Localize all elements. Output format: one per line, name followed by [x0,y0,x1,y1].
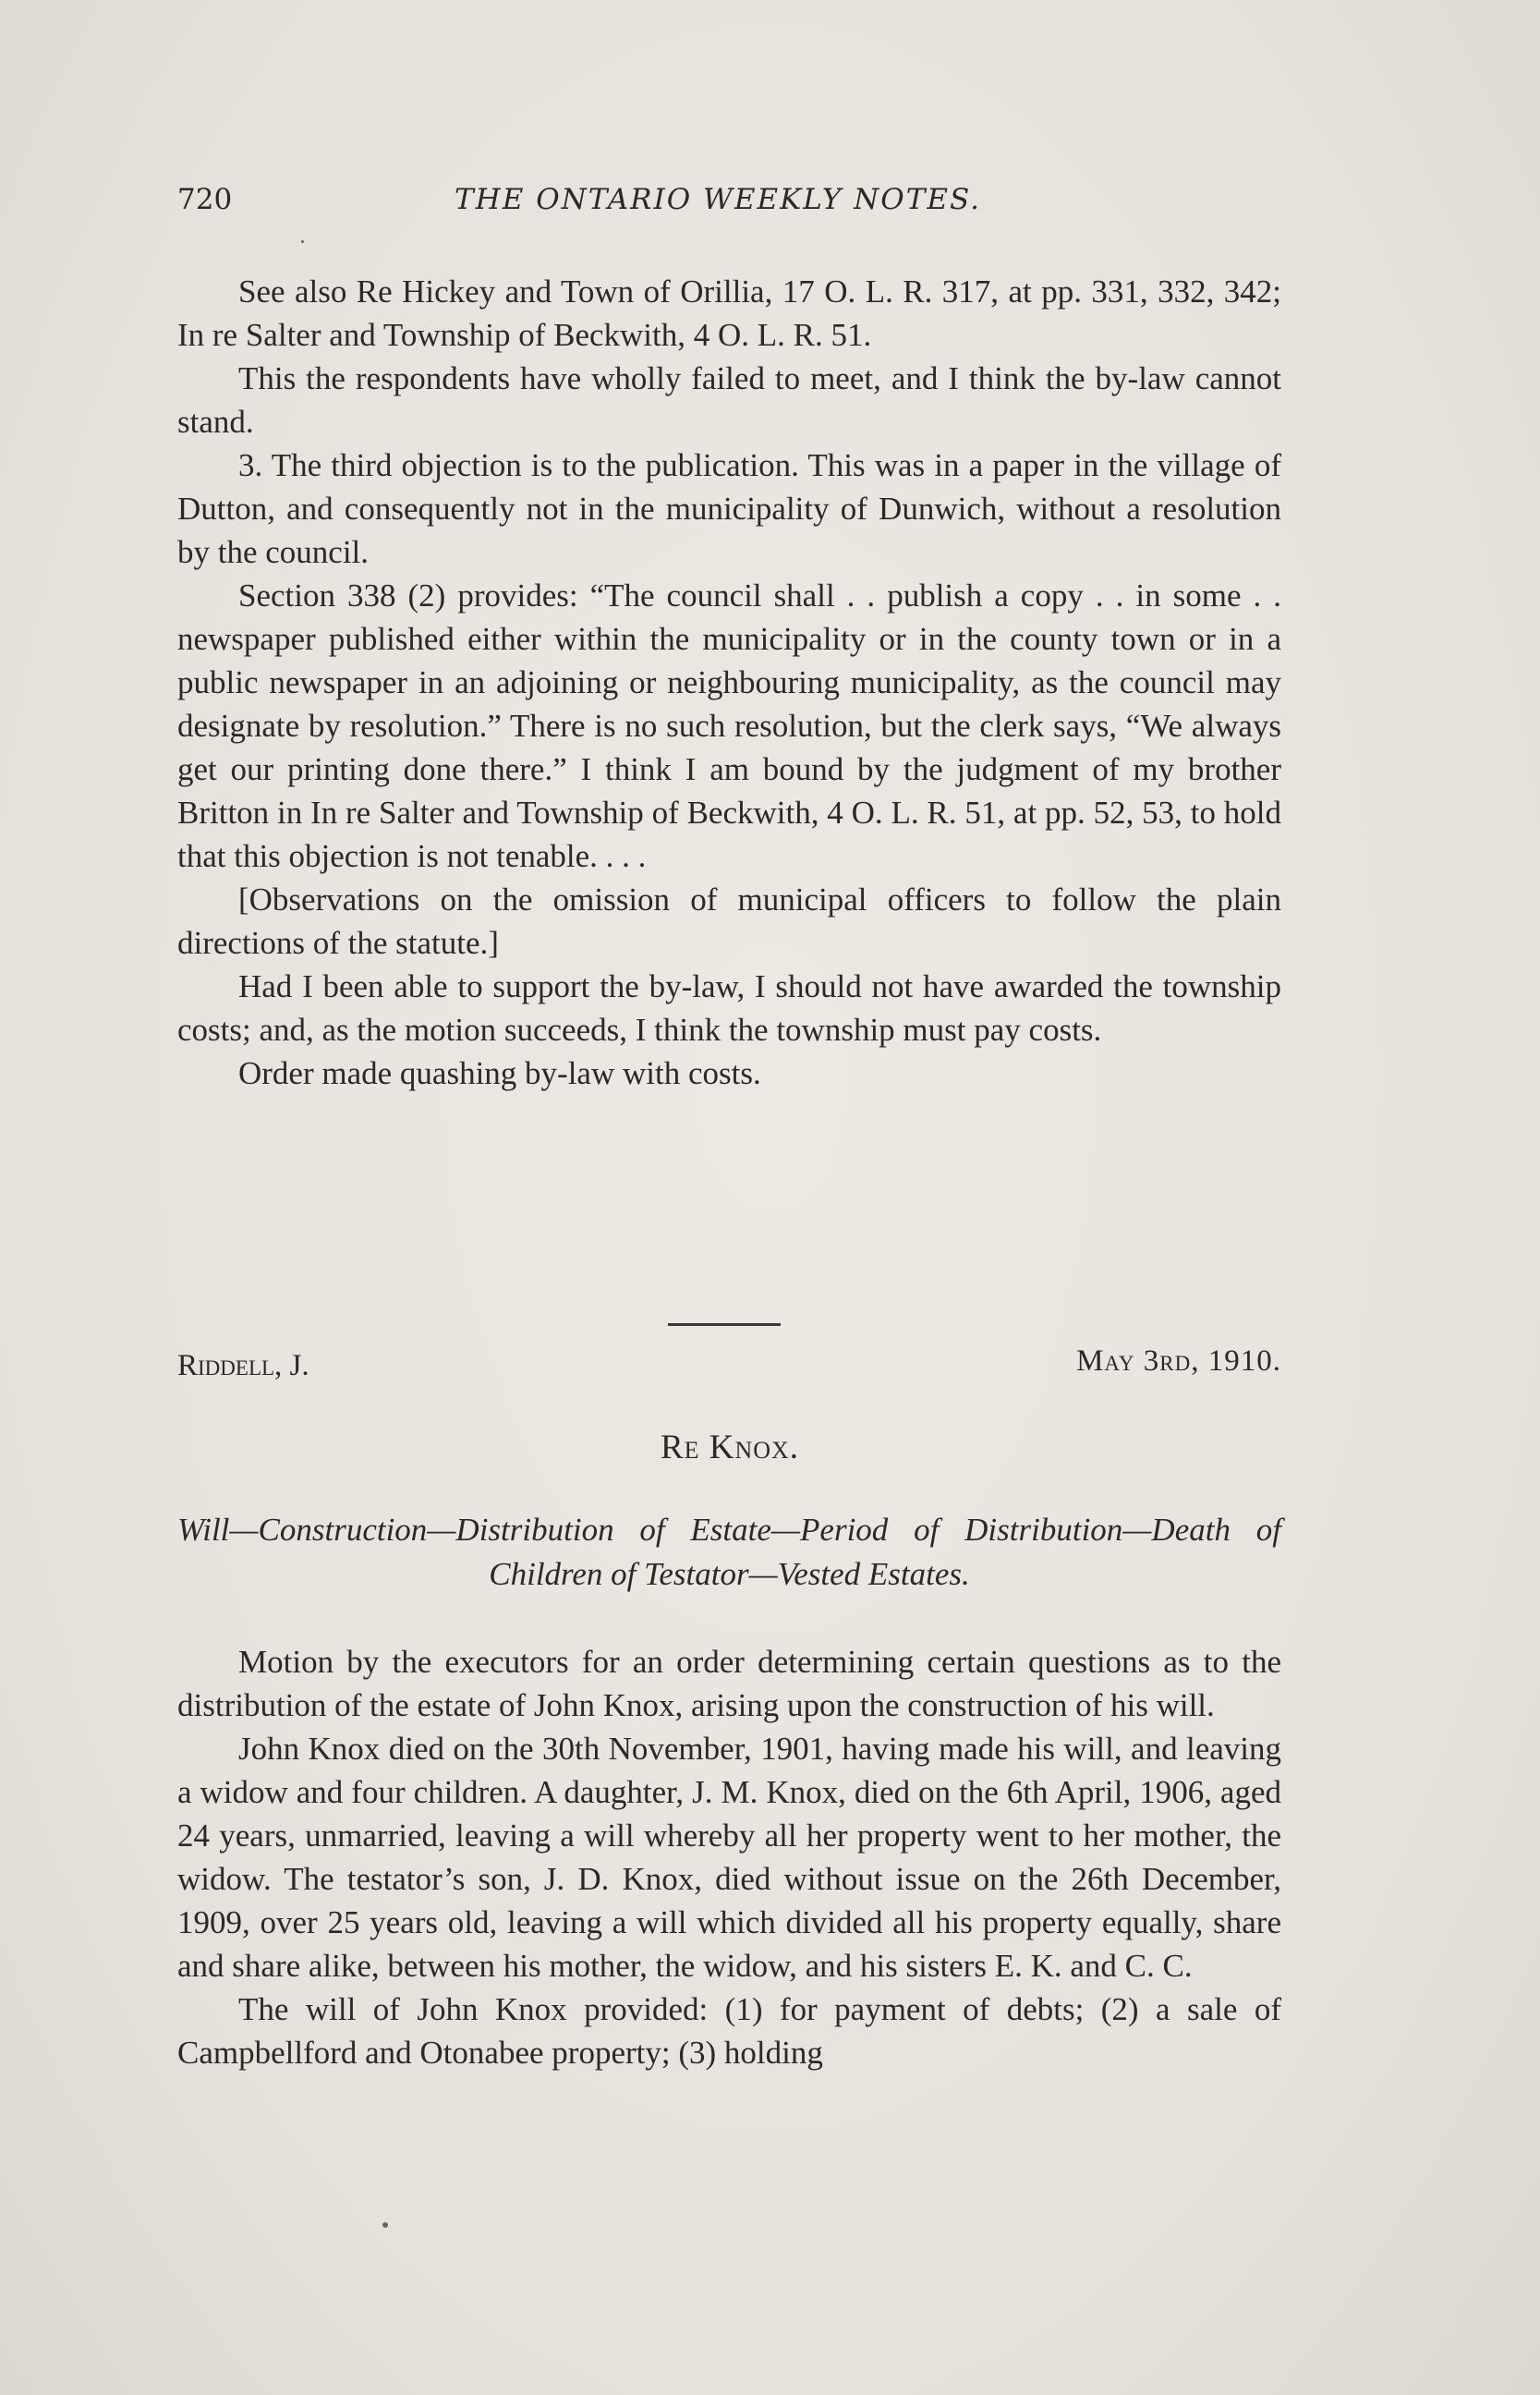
paper-speck [382,2222,388,2228]
headnote: Will—Construction—Distribution of Estate—Period of Distribution—Death of Children of Testator—Vested Estates. [177,1512,1281,1592]
paragraph: This the respondents have wholly failed to meet, and I think the by-law cannot stand. [177,360,1281,440]
page-header [177,183,1286,229]
judge-name: Riddell, J. [177,1349,309,1382]
body-text-top [177,270,1281,1095]
paragraph: Section 338 (2) provides: “The council shall . . publish a copy . . in some . . newspaper published either within the municipality or in the county town or in a public newspaper in an adjoining or neighbouring municipality, as the council may designate by resolution.” There is no such resolution, but the clerk says, “We always get our printing done there.” I think I am bound by the judgment of my brother Britton in In re Salter and Township of Beckwith, 4 O. L. R. 51, at pp. 52, 53, to hold that this objection is not tenable. . . . [177,577,1281,874]
paragraph: The will of John Knox provided: (1) for payment of debts; (2) a sale of Campbellford and Otonabee property; (3) holding [177,1991,1281,2071]
paragraph: John Knox died on the 30th November, 1901, having made his will, and leaving a widow and four children. A daughter, J. M. Knox, died on the 6th April, 1906, aged 24 years, unmarried, leaving a will whereby all her property went to her mother, the widow. The testator’s son, J. D. Knox, died without issue on the 26th December, 1909, over 25 years old, leaving a will which divided all his property equally, share and share alike, between his mother, the widow, and his sisters E. K. and C. C. [177,1731,1281,1984]
case-title: Re Knox. [660,1428,800,1466]
body-text-bottom [177,1640,1281,2074]
paragraph: Had I been able to support the by-law, I should not have awarded the township costs; and, as the motion succeeds, I think the township must pay costs. [177,968,1281,1048]
paragraph: 3. The third objection is to the publication. This was in a paper in the village of Dutton, and consequently not in the municipality of Dunwich, without a resolution by the council. [177,447,1281,570]
paragraph: Order made quashing by-law with costs. [238,1055,761,1091]
decision-date: May 3rd, 1910. [1076,1344,1281,1378]
paragraph: See also Re Hickey and Town of Orillia, 17 O. L. R. 317, at pp. 331, 332, 342; In re Salter and Township of Beckwith, 4 O. L. R. 51. [177,274,1281,353]
section-divider [668,1323,781,1326]
paragraph: Motion by the executors for an order determining certain questions as to the distribution of the estate of John Knox, arising upon the construction of his will. [177,1644,1281,1723]
paper-speck [301,240,304,243]
page-number: 720 [177,183,233,216]
paragraph: [Observations on the omission of municipal officers to follow the plain directions of the statute.] [177,881,1281,961]
running-head: THE ONTARIO WEEKLY NOTES. [455,183,981,216]
